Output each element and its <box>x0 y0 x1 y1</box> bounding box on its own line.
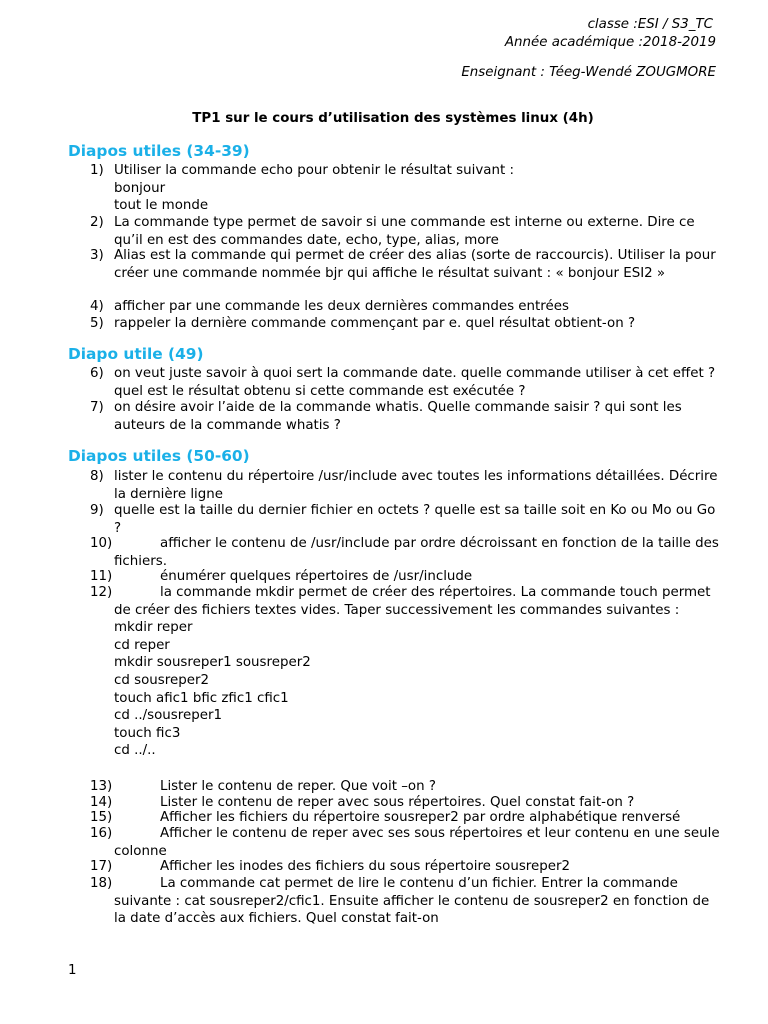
item-number: 4) <box>90 299 104 314</box>
item-text: Lister le contenu de reper. Que voit –on ? <box>160 779 436 794</box>
list-item-12 <box>90 584 720 760</box>
list-item-17 <box>90 858 720 876</box>
list-item-4 <box>90 298 720 316</box>
list-item-11 <box>90 568 720 586</box>
list-item-3 <box>90 247 720 282</box>
header-class: classe :ESI / S3_TC <box>587 17 713 32</box>
item-number: 15) <box>90 810 113 825</box>
item-text: Afficher les fichiers du répertoire sousreper2 par ordre alphabétique renversé <box>160 810 681 825</box>
item-text: énumérer quelques répertoires de /usr/include <box>160 569 473 584</box>
item-text: La commande type permet de savoir si une commande est interne ou externe. Dire ce qu’il en est des commandes date, echo, type, alias, more <box>114 215 695 248</box>
command-line: touch fic3 <box>114 725 181 741</box>
item-number: 2) <box>90 215 104 230</box>
list-item-2 <box>90 214 720 249</box>
item-text: Afficher les inodes des fichiers du sous répertoire sousreper2 <box>160 859 571 874</box>
list-item-13 <box>90 778 720 796</box>
section-heading-1: Diapos utiles (34-39) <box>68 142 250 160</box>
item-text: lister le contenu du répertoire /usr/include avec toutes les informations détaillées. Décrire la dernière ligne <box>114 469 718 502</box>
header-teacher: Enseignant : Téeg-Wendé ZOUGMORE <box>461 65 716 80</box>
page-number: 1 <box>68 963 77 978</box>
item-text: la commande mkdir permet de créer des répertoires. La commande touch permet de créer des fichiers textes vides. Taper successivement les commandes suivantes : <box>114 585 711 618</box>
item-text: Utiliser la commande echo pour obtenir le résultat suivant : <box>114 163 514 178</box>
list-item-16 <box>90 825 720 860</box>
command-line: cd sousreper2 <box>114 672 209 688</box>
list-item-5 <box>90 315 720 333</box>
item-number: 18) <box>90 876 113 891</box>
item-number: 16) <box>90 826 113 841</box>
item-number: 6) <box>90 366 104 381</box>
list-item-6 <box>90 365 720 400</box>
command-line: mkdir reper <box>114 620 193 636</box>
list-item-18 <box>90 875 720 928</box>
item-number: 8) <box>90 469 104 484</box>
item-text: on désire avoir l’aide de la commande whatis. Quelle commande saisir ? qui sont les auteurs de la commande whatis ? <box>114 400 682 433</box>
item-number: 5) <box>90 316 104 331</box>
item-number: 9) <box>90 503 104 518</box>
item-text: Afficher le contenu de reper avec ses sous répertoires et leur contenu en une seule colonne <box>114 826 720 859</box>
item-number: 14) <box>90 795 113 810</box>
item-number: 17) <box>90 859 113 874</box>
item-text: afficher le contenu de /usr/include par ordre décroissant en fonction de la taille des fichiers. <box>114 536 719 569</box>
item-output-line: tout le monde <box>114 198 209 214</box>
item-number: 11) <box>90 569 113 584</box>
item-text: rappeler la dernière commande commençant par e. quel résultat obtient-on ? <box>114 316 636 331</box>
item-number: 1) <box>90 163 104 178</box>
item-number: 7) <box>90 400 104 415</box>
command-line: cd ../sousreper1 <box>114 708 222 724</box>
section-heading-2: Diapo utile (49) <box>68 345 204 363</box>
command-line: cd ../.. <box>114 743 156 759</box>
list-item-7 <box>90 399 720 434</box>
item-number: 10) <box>90 536 113 551</box>
section-heading-3: Diapos utiles (50-60) <box>68 447 250 465</box>
item-text: afficher par une commande les deux dernières commandes entrées <box>114 299 569 314</box>
command-line: mkdir sousreper1 sousreper2 <box>114 655 311 671</box>
item-text: Alias est la commande qui permet de créer des alias (sorte de raccourcis). Utiliser la pour créer une commande nommée bjr qui affiche le résultat suivant : « bonjour ESI2 » <box>114 248 716 281</box>
list-item-8 <box>90 468 720 503</box>
item-number: 13) <box>90 779 113 794</box>
item-text: Lister le contenu de reper avec sous répertoires. Quel constat fait-on ? <box>160 795 635 810</box>
item-text: La commande cat permet de lire le contenu d’un fichier. Entrer la commande suivante : cat sousreper2/cfic1. Ensuite afficher le contenu de sousreper2 en fonction de la date d’accès aux fichiers. Quel constat fait-on <box>114 876 710 927</box>
item-output-line: bonjour <box>114 180 166 196</box>
item-text: quelle est la taille du dernier fichier en octets ? quelle est sa taille soit en Ko ou Mo ou Go ? <box>114 503 716 536</box>
item-text: on veut juste savoir à quoi sert la commande date. quelle commande utiliser à cet effet ? quel est le résultat obtenu si cette commande est exécutée ? <box>114 366 716 399</box>
command-line: touch afic1 bfic zfic1 cfic1 <box>114 690 289 706</box>
list-item-15 <box>90 809 720 827</box>
header-year: Année académique :2018-2019 <box>504 35 716 50</box>
list-item-9 <box>90 502 720 537</box>
list-item-10 <box>90 535 720 570</box>
item-number: 12) <box>90 585 113 600</box>
document-title: TP1 sur le cours d’utilisation des systèmes linux (4h) <box>192 111 594 126</box>
command-line: cd reper <box>114 637 170 653</box>
item-number: 3) <box>90 248 104 263</box>
list-item-1 <box>90 162 720 215</box>
